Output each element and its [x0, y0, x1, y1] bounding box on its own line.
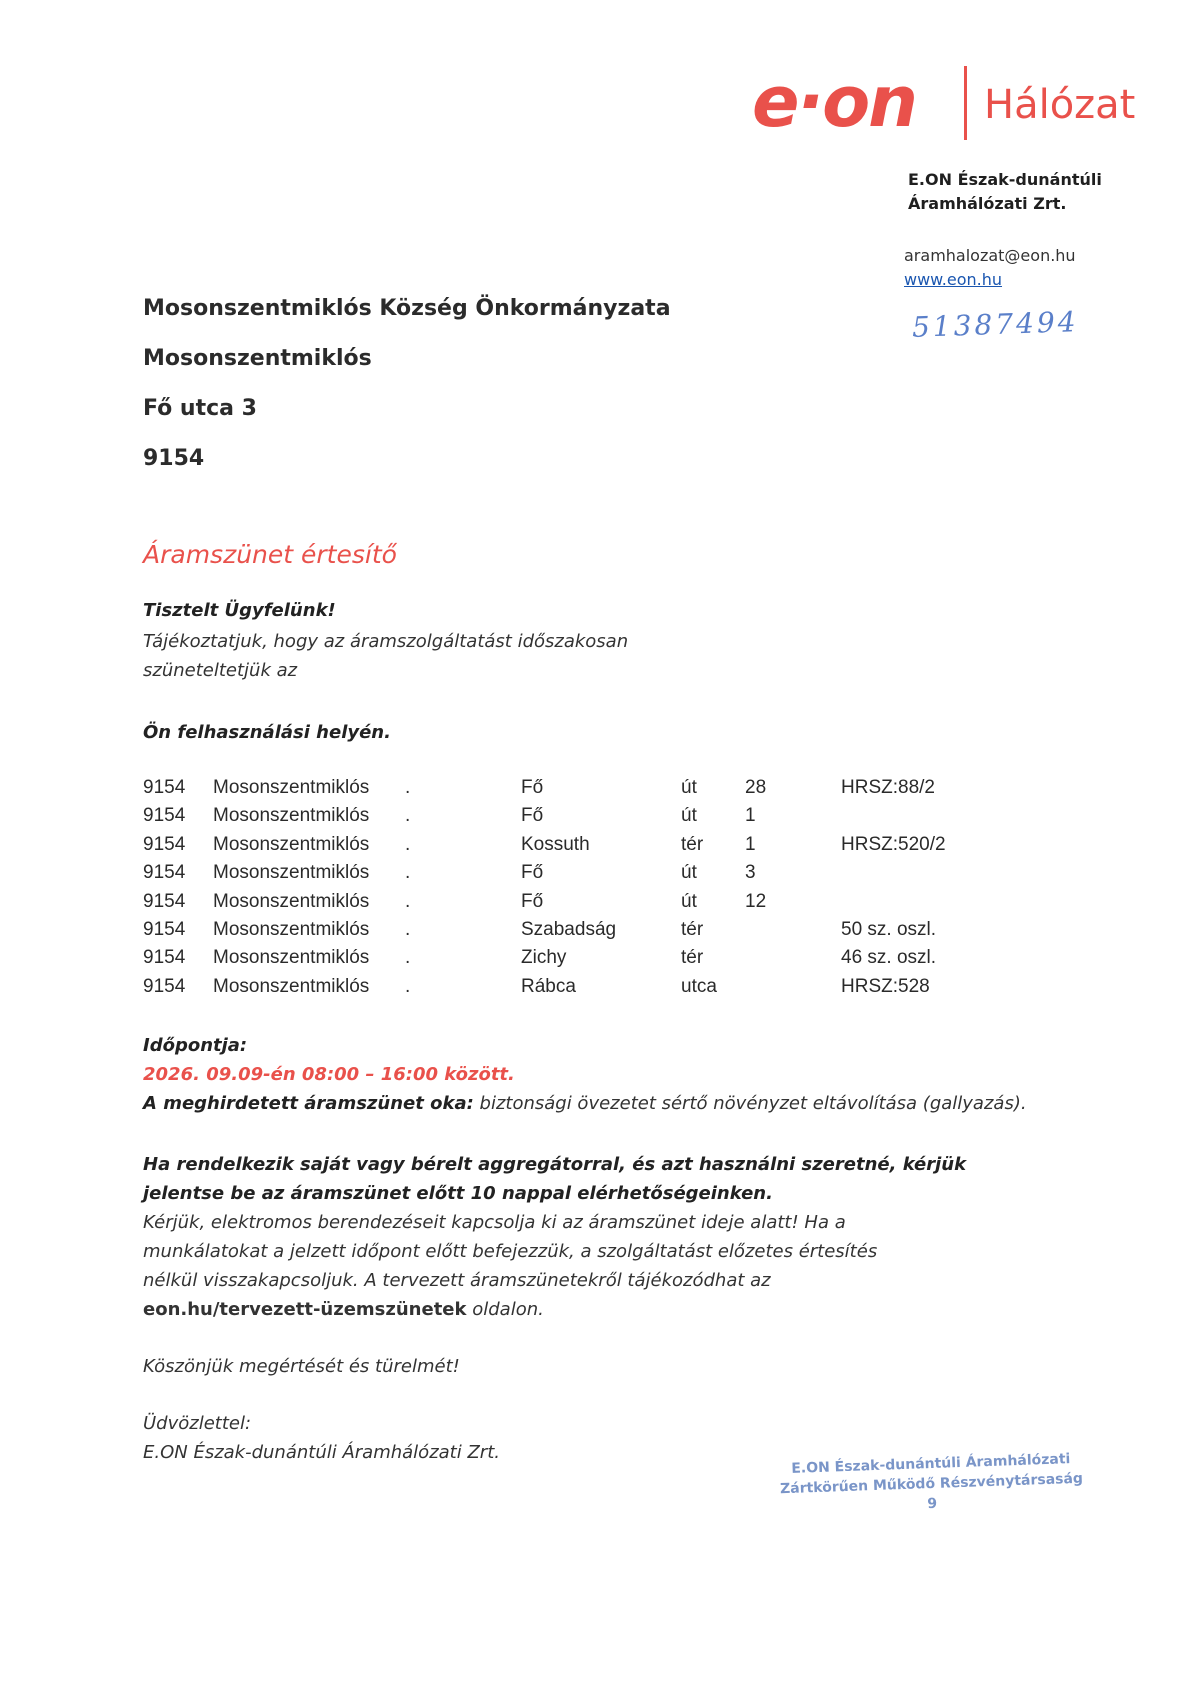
- cell-extra: 50 sz. oszl.: [841, 919, 937, 941]
- cell-dot: .: [405, 975, 411, 997]
- contact-web-link[interactable]: www.eon.hu: [904, 270, 1003, 289]
- cell-street: Rábca: [521, 975, 576, 997]
- cell-zip: 9154: [143, 947, 186, 969]
- table-row: [143, 916, 1021, 944]
- instructions-suffix: oldalon.: [466, 1299, 544, 1320]
- cell-extra: [841, 802, 1021, 830]
- cell-zip: 9154: [143, 890, 186, 912]
- cell-zip: 9154: [143, 805, 186, 827]
- handwritten-number: 51387494: [911, 305, 1080, 344]
- reason-line: [143, 1089, 1027, 1118]
- cell-type: út: [681, 862, 697, 884]
- table-row: [143, 774, 1021, 802]
- cell-city: Mosonszentmiklós: [213, 890, 370, 912]
- company-line-1: E.ON Észak-dunántúli: [908, 170, 1102, 189]
- timing-label: Időpontja:: [143, 1035, 248, 1056]
- cell-street: Kossuth: [521, 833, 590, 855]
- logo-divider: [964, 66, 967, 140]
- cell-zip: 9154: [143, 777, 186, 798]
- table-row: [143, 802, 1021, 830]
- cell-extra: [841, 859, 1021, 887]
- timing-block: [143, 1031, 1027, 1118]
- thanks-text: Köszönjük megértését és türelmét!: [143, 1356, 460, 1377]
- outage-link[interactable]: eon.hu/tervezett-üzemszünetek: [143, 1299, 467, 1320]
- cell-extra: HRSZ:88/2: [841, 777, 935, 798]
- cell-zip: 9154: [143, 919, 186, 941]
- closing-salutation: Üdvözlettel:: [143, 1413, 252, 1434]
- cell-city: Mosonszentmiklós: [213, 919, 370, 941]
- table-row: [143, 973, 1021, 1001]
- cell-number: 1: [745, 805, 756, 827]
- cell-type: út: [681, 777, 697, 798]
- cell-number: 3: [745, 862, 756, 884]
- company-stamp: [779, 1449, 1084, 1520]
- cell-street: Szabadság: [521, 919, 617, 941]
- cell-type: út: [681, 890, 697, 912]
- cell-extra: [841, 888, 1021, 916]
- cell-dot: .: [405, 862, 411, 884]
- instructions-line-2: munkálatokat a jelzett időpont előtt befejezzük, a szolgáltatást előzetes értesítés: [143, 1241, 878, 1262]
- cell-dot: .: [405, 947, 411, 969]
- cell-type: tér: [681, 919, 704, 941]
- generator-notice: [143, 1150, 966, 1208]
- closing-sender: E.ON Észak-dunántúli Áramhálózati Zrt.: [143, 1442, 500, 1463]
- cell-number: 12: [745, 890, 767, 912]
- intro-line-2: szüneteltetjük az: [143, 660, 298, 681]
- cell-number: [745, 944, 841, 972]
- intro-line-1: Tájékoztatjuk, hogy az áramszolgáltatást időszakosan: [143, 631, 629, 652]
- cell-dot: .: [405, 777, 411, 798]
- intro-text: [143, 627, 628, 685]
- instructions-line-4: [143, 1295, 877, 1324]
- instructions-line-1: Kérjük, elektromos berendezéseit kapcsolja ki az áramszünet ideje alatt! Ha a: [143, 1212, 846, 1233]
- eon-logo: [752, 60, 1152, 150]
- cell-street: Fő: [521, 777, 544, 798]
- cell-city: Mosonszentmiklós: [213, 947, 370, 969]
- location-heading: Ön felhasználási helyén.: [143, 722, 391, 743]
- cell-street: Zichy: [521, 947, 567, 969]
- cell-dot: .: [405, 919, 411, 941]
- contact-email: aramhalozat@eon.hu: [904, 246, 1076, 265]
- sender-company: [908, 168, 1102, 216]
- generator-line-1: Ha rendelkezik saját vagy bérelt aggregátorral, és azt használni szeretné, kérjük: [143, 1154, 967, 1175]
- greeting: Tisztelt Ügyfelünk!: [143, 600, 336, 621]
- cell-zip: 9154: [143, 833, 186, 855]
- table-row: [143, 859, 1021, 887]
- cell-extra: HRSZ:520/2: [841, 833, 946, 855]
- stamp-line-3: 9: [927, 1495, 938, 1513]
- cell-zip: 9154: [143, 862, 186, 884]
- recipient-name: Mosonszentmiklós Község Önkormányzata: [143, 296, 671, 321]
- notice-title: Áramszünet értesítő: [143, 540, 397, 569]
- company-line-2: Áramhálózati Zrt.: [908, 194, 1067, 213]
- cell-number: 1: [745, 833, 756, 855]
- logo-mark: e·on: [752, 61, 916, 143]
- logo-subtitle: Hálózat: [984, 82, 1136, 128]
- cell-zip: 9154: [143, 975, 186, 997]
- stamp-line-1: E.ON Észak-dunántúli Áramhálózati: [791, 1451, 1071, 1477]
- cell-number: [745, 973, 841, 1001]
- generator-line-2: jelentse be az áramszünet előtt 10 nappal elérhetőségeinken.: [143, 1183, 773, 1204]
- stamp-line-2: Zártkörűen Működő Részvénytársaság: [779, 1470, 1084, 1498]
- reason-text: biztonsági övezetet sértő növényzet eltávolítása (gallyazás).: [473, 1093, 1027, 1114]
- table-row: [143, 831, 1021, 859]
- cell-city: Mosonszentmiklós: [213, 862, 370, 884]
- cell-type: tér: [681, 947, 704, 969]
- address-table: [143, 774, 1021, 1001]
- instructions-line-3: nélkül visszakapcsoljuk. A tervezett áramszünetekről tájékozódhat az: [143, 1270, 771, 1291]
- cell-city: Mosonszentmiklós: [213, 833, 370, 855]
- table-row: [143, 944, 1021, 972]
- cell-type: tér: [681, 833, 704, 855]
- contact-block: [904, 244, 1076, 292]
- closing: [143, 1409, 500, 1467]
- cell-dot: .: [405, 833, 411, 855]
- cell-type: út: [681, 805, 697, 827]
- cell-city: Mosonszentmiklós: [213, 975, 370, 997]
- cell-street: Fő: [521, 890, 544, 912]
- cell-type: utca: [681, 975, 717, 997]
- cell-street: Fő: [521, 862, 544, 884]
- timing-value: 2026. 09.09-én 08:00 – 16:00 között.: [143, 1064, 515, 1085]
- cell-extra: 46 sz. oszl.: [841, 947, 937, 969]
- cell-number: [745, 916, 841, 944]
- recipient-zip: 9154: [143, 446, 205, 471]
- cell-extra: HRSZ:528: [841, 975, 930, 997]
- cell-dot: .: [405, 890, 411, 912]
- cell-city: Mosonszentmiklós: [213, 777, 370, 798]
- cell-number: 28: [745, 777, 767, 798]
- cell-dot: .: [405, 805, 411, 827]
- reason-label: A meghirdetett áramszünet oka:: [143, 1093, 474, 1114]
- recipient-street: Fő utca 3: [143, 396, 257, 421]
- recipient-city: Mosonszentmiklós: [143, 346, 372, 371]
- instructions: [143, 1208, 877, 1324]
- cell-street: Fő: [521, 805, 544, 827]
- cell-city: Mosonszentmiklós: [213, 805, 370, 827]
- table-row: [143, 888, 1021, 916]
